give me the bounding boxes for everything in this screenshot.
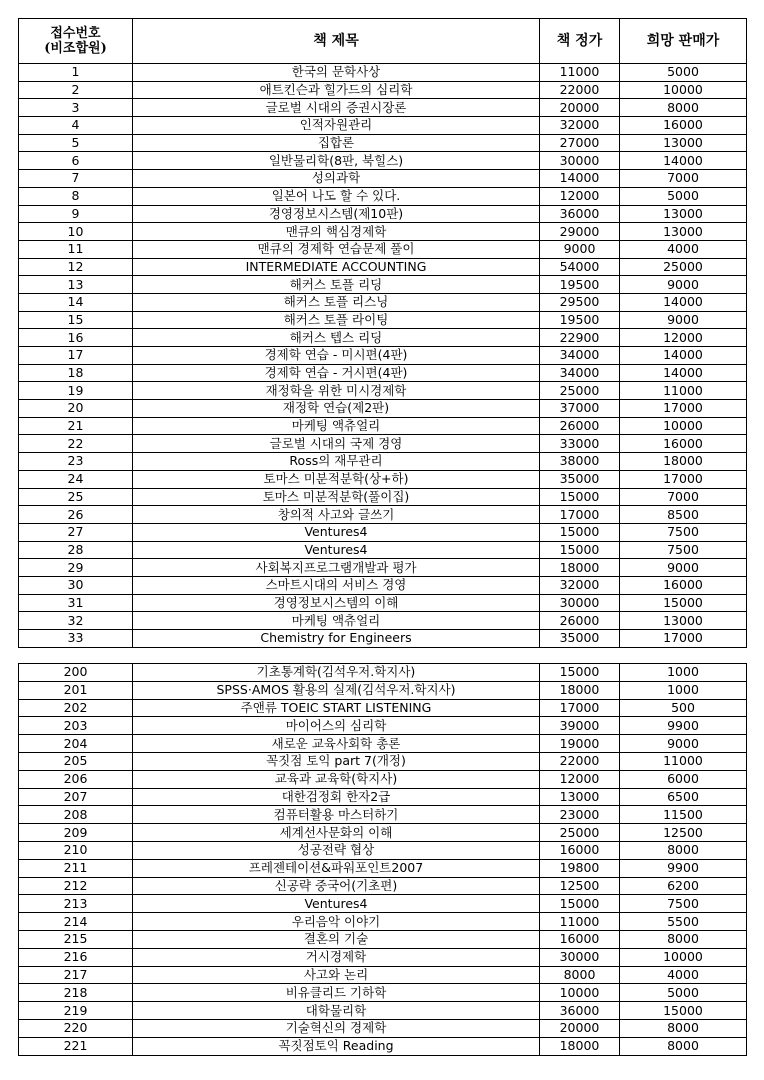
table2-body (19, 664, 747, 1056)
desired-price-cell: 14000 (620, 364, 747, 382)
table-row (19, 559, 747, 577)
table-row (19, 824, 747, 842)
table-row (19, 1002, 747, 1020)
list-price-cell: 29500 (540, 293, 620, 311)
list-price-cell: 19800 (540, 859, 620, 877)
list-price-cell: 18000 (540, 559, 620, 577)
header-book-title: 책 제목 (133, 19, 540, 64)
list-price-cell: 12000 (540, 187, 620, 205)
receipt-number-cell: 25 (19, 488, 133, 506)
list-price-cell: 18000 (540, 681, 620, 699)
list-price-cell: 37000 (540, 400, 620, 418)
desired-price-cell: 1000 (620, 681, 747, 699)
list-price-cell: 30000 (540, 594, 620, 612)
receipt-number-cell: 16 (19, 329, 133, 347)
desired-price-cell: 12000 (620, 329, 747, 347)
table-row (19, 681, 747, 699)
desired-price-cell: 8000 (620, 99, 747, 117)
table1-body (19, 64, 747, 648)
desired-price-cell: 14000 (620, 293, 747, 311)
book-title-cell: 마케팅 액츄얼리 (133, 612, 540, 630)
list-price-cell: 19500 (540, 311, 620, 329)
receipt-number-cell: 214 (19, 913, 133, 931)
header-number-line1: 접수번호 (50, 26, 101, 41)
table-row (19, 506, 747, 524)
table-row (19, 612, 747, 630)
list-price-cell: 13000 (540, 788, 620, 806)
table-row (19, 752, 747, 770)
book-table-members (18, 18, 747, 648)
receipt-number-cell: 215 (19, 930, 133, 948)
book-title-cell: 창의적 사고와 글쓰기 (133, 506, 540, 524)
desired-price-cell: 16000 (620, 435, 747, 453)
list-price-cell: 35000 (540, 470, 620, 488)
book-title-cell: 재정학을 위한 미시경제학 (133, 382, 540, 400)
receipt-number-cell: 21 (19, 417, 133, 435)
book-title-cell: 신공략 중국어(기초편) (133, 877, 540, 895)
table-row (19, 913, 747, 931)
table-row (19, 576, 747, 594)
list-price-cell: 29000 (540, 223, 620, 241)
desired-price-cell: 7500 (620, 895, 747, 913)
desired-price-cell: 7500 (620, 541, 747, 559)
table-row (19, 170, 747, 188)
desired-price-cell: 5000 (620, 187, 747, 205)
receipt-number-cell: 18 (19, 364, 133, 382)
list-price-cell: 19500 (540, 276, 620, 294)
table-row (19, 717, 747, 735)
list-price-cell: 14000 (540, 170, 620, 188)
desired-price-cell: 15000 (620, 1002, 747, 1020)
list-price-cell: 27000 (540, 134, 620, 152)
list-price-cell: 22000 (540, 752, 620, 770)
table-row (19, 1019, 747, 1037)
desired-price-cell: 9900 (620, 859, 747, 877)
table-row (19, 806, 747, 824)
desired-price-cell: 17000 (620, 630, 747, 648)
receipt-number-cell: 9 (19, 205, 133, 223)
desired-price-cell: 15000 (620, 594, 747, 612)
table-row (19, 541, 747, 559)
table-row (19, 81, 747, 99)
receipt-number-cell: 1 (19, 64, 133, 82)
list-price-cell: 20000 (540, 1019, 620, 1037)
list-price-cell: 15000 (540, 895, 620, 913)
book-title-cell: 교육과 교육학(학지사) (133, 770, 540, 788)
desired-price-cell: 16000 (620, 576, 747, 594)
table-row (19, 699, 747, 717)
desired-price-cell: 11500 (620, 806, 747, 824)
list-price-cell: 10000 (540, 984, 620, 1002)
book-title-cell: 재정학 연습(제2판) (133, 400, 540, 418)
table-row (19, 984, 747, 1002)
receipt-number-cell: 24 (19, 470, 133, 488)
desired-price-cell: 500 (620, 699, 747, 717)
table-row (19, 966, 747, 984)
desired-price-cell: 7000 (620, 170, 747, 188)
receipt-number-cell: 29 (19, 559, 133, 577)
receipt-number-cell: 17 (19, 347, 133, 365)
book-title-cell: 글로벌 시대의 증권시장론 (133, 99, 540, 117)
table-row (19, 347, 747, 365)
table-row (19, 453, 747, 471)
book-title-cell: 해커스 토플 리딩 (133, 276, 540, 294)
desired-price-cell: 8000 (620, 1037, 747, 1055)
book-title-cell: 글로벌 시대의 국제 경영 (133, 435, 540, 453)
table-row (19, 630, 747, 648)
receipt-number-cell: 31 (19, 594, 133, 612)
book-title-cell: 프레젠테이션&파워포인트2007 (133, 859, 540, 877)
book-title-cell: 맨큐의 경제학 연습문제 풀이 (133, 240, 540, 258)
receipt-number-cell: 7 (19, 170, 133, 188)
desired-price-cell: 4000 (620, 240, 747, 258)
list-price-cell: 23000 (540, 806, 620, 824)
table-row (19, 187, 747, 205)
table-row (19, 470, 747, 488)
list-price-cell: 16000 (540, 841, 620, 859)
list-price-cell: 30000 (540, 152, 620, 170)
receipt-number-cell: 28 (19, 541, 133, 559)
desired-price-cell: 25000 (620, 258, 747, 276)
list-price-cell: 11000 (540, 64, 620, 82)
table-row (19, 435, 747, 453)
list-price-cell: 12500 (540, 877, 620, 895)
desired-price-cell: 11000 (620, 752, 747, 770)
table-row (19, 293, 747, 311)
list-price-cell: 36000 (540, 205, 620, 223)
receipt-number-cell: 3 (19, 99, 133, 117)
list-price-cell: 39000 (540, 717, 620, 735)
list-price-cell: 15000 (540, 523, 620, 541)
list-price-cell: 19000 (540, 735, 620, 753)
list-price-cell: 22900 (540, 329, 620, 347)
book-title-cell: 인적자원관리 (133, 117, 540, 135)
desired-price-cell: 8000 (620, 930, 747, 948)
table-row (19, 400, 747, 418)
desired-price-cell: 10000 (620, 417, 747, 435)
table-header-row (19, 19, 747, 64)
book-title-cell: 사회복지프로그램개발과 평가 (133, 559, 540, 577)
receipt-number-cell: 22 (19, 435, 133, 453)
book-title-cell: 해커스 텝스 리딩 (133, 329, 540, 347)
list-price-cell: 32000 (540, 576, 620, 594)
desired-price-cell: 9000 (620, 311, 747, 329)
list-price-cell: 35000 (540, 630, 620, 648)
desired-price-cell: 9000 (620, 276, 747, 294)
receipt-number-cell: 14 (19, 293, 133, 311)
table-row (19, 859, 747, 877)
book-title-cell: 주앤류 TOEIC START LISTENING (133, 699, 540, 717)
header-list-price: 책 정가 (540, 19, 620, 64)
receipt-number-cell: 220 (19, 1019, 133, 1037)
receipt-number-cell: 2 (19, 81, 133, 99)
list-price-cell: 15000 (540, 488, 620, 506)
receipt-number-cell: 33 (19, 630, 133, 648)
book-title-cell: 경영정보시스템(제10판) (133, 205, 540, 223)
book-title-cell: 기초통계학(김석우저.학지사) (133, 664, 540, 682)
book-title-cell: 마이어스의 심리학 (133, 717, 540, 735)
table-row (19, 364, 747, 382)
book-title-cell: Ross의 재무관리 (133, 453, 540, 471)
book-title-cell: 우리음악 이야기 (133, 913, 540, 931)
book-title-cell: 집합론 (133, 134, 540, 152)
desired-price-cell: 6500 (620, 788, 747, 806)
list-price-cell: 38000 (540, 453, 620, 471)
table-row (19, 664, 747, 682)
header-number-line2: (비조합원) (44, 41, 107, 56)
list-price-cell: 17000 (540, 506, 620, 524)
book-title-cell: 새로운 교육사회학 총론 (133, 735, 540, 753)
receipt-number-cell: 20 (19, 400, 133, 418)
book-title-cell: 대학물리학 (133, 1002, 540, 1020)
desired-price-cell: 13000 (620, 134, 747, 152)
desired-price-cell: 13000 (620, 223, 747, 241)
table-row (19, 382, 747, 400)
desired-price-cell: 13000 (620, 205, 747, 223)
list-price-cell: 12000 (540, 770, 620, 788)
desired-price-cell: 5000 (620, 984, 747, 1002)
receipt-number-cell: 209 (19, 824, 133, 842)
receipt-number-cell: 12 (19, 258, 133, 276)
table-row (19, 488, 747, 506)
desired-price-cell: 7000 (620, 488, 747, 506)
table-row (19, 770, 747, 788)
list-price-cell: 11000 (540, 913, 620, 931)
desired-price-cell: 17000 (620, 400, 747, 418)
table-row (19, 152, 747, 170)
book-title-cell: Ventures4 (133, 895, 540, 913)
book-title-cell: Ventures4 (133, 523, 540, 541)
header-desired-price: 희망 판매가 (620, 19, 747, 64)
receipt-number-cell: 202 (19, 699, 133, 717)
receipt-number-cell: 200 (19, 664, 133, 682)
receipt-number-cell: 8 (19, 187, 133, 205)
receipt-number-cell: 10 (19, 223, 133, 241)
book-title-cell: 컴퓨터활용 마스터하기 (133, 806, 540, 824)
list-price-cell: 26000 (540, 612, 620, 630)
receipt-number-cell: 23 (19, 453, 133, 471)
list-price-cell: 34000 (540, 347, 620, 365)
book-title-cell: 결혼의 기술 (133, 930, 540, 948)
table-row (19, 930, 747, 948)
desired-price-cell: 17000 (620, 470, 747, 488)
list-price-cell: 32000 (540, 117, 620, 135)
receipt-number-cell: 201 (19, 681, 133, 699)
list-price-cell: 18000 (540, 1037, 620, 1055)
desired-price-cell: 1000 (620, 664, 747, 682)
book-title-cell: INTERMEDIATE ACCOUNTING (133, 258, 540, 276)
receipt-number-cell: 6 (19, 152, 133, 170)
book-title-cell: 성공전략 협상 (133, 841, 540, 859)
receipt-number-cell: 208 (19, 806, 133, 824)
book-title-cell: Ventures4 (133, 541, 540, 559)
receipt-number-cell: 206 (19, 770, 133, 788)
table-row (19, 99, 747, 117)
table-row (19, 276, 747, 294)
book-title-cell: 한국의 문학사상 (133, 64, 540, 82)
book-title-cell: 기술혁신의 경제학 (133, 1019, 540, 1037)
receipt-number-cell: 207 (19, 788, 133, 806)
receipt-number-cell: 32 (19, 612, 133, 630)
list-price-cell: 9000 (540, 240, 620, 258)
receipt-number-cell: 5 (19, 134, 133, 152)
list-price-cell: 25000 (540, 382, 620, 400)
desired-price-cell: 9000 (620, 559, 747, 577)
book-title-cell: 대한검정회 한자2급 (133, 788, 540, 806)
receipt-number-cell: 210 (19, 841, 133, 859)
book-title-cell: 꼭짓점 토익 part 7(개정) (133, 752, 540, 770)
desired-price-cell: 14000 (620, 152, 747, 170)
receipt-number-cell: 212 (19, 877, 133, 895)
book-title-cell: 성의과학 (133, 170, 540, 188)
desired-price-cell: 5000 (620, 64, 747, 82)
desired-price-cell: 7500 (620, 523, 747, 541)
book-title-cell: 해커스 토플 라이팅 (133, 311, 540, 329)
table-row (19, 735, 747, 753)
desired-price-cell: 14000 (620, 347, 747, 365)
desired-price-cell: 9000 (620, 735, 747, 753)
book-table-nonmembers (18, 663, 747, 1056)
receipt-number-cell: 19 (19, 382, 133, 400)
receipt-number-cell: 26 (19, 506, 133, 524)
table-row (19, 134, 747, 152)
list-price-cell: 17000 (540, 699, 620, 717)
book-title-cell: 거시경제학 (133, 948, 540, 966)
list-price-cell: 20000 (540, 99, 620, 117)
table-row (19, 788, 747, 806)
receipt-number-cell: 221 (19, 1037, 133, 1055)
book-title-cell: 해커스 토플 리스닝 (133, 293, 540, 311)
book-title-cell: 토마스 미분적분학(상+하) (133, 470, 540, 488)
book-title-cell: 토마스 미분적분학(풀이집) (133, 488, 540, 506)
desired-price-cell: 8500 (620, 506, 747, 524)
table-row (19, 948, 747, 966)
table-row (19, 523, 747, 541)
receipt-number-cell: 15 (19, 311, 133, 329)
desired-price-cell: 18000 (620, 453, 747, 471)
table-row (19, 877, 747, 895)
table-row (19, 223, 747, 241)
receipt-number-cell: 205 (19, 752, 133, 770)
book-title-cell: 경제학 연습 - 거시편(4판) (133, 364, 540, 382)
header-receipt-number (19, 19, 133, 64)
receipt-number-cell: 30 (19, 576, 133, 594)
table-row (19, 1037, 747, 1055)
desired-price-cell: 13000 (620, 612, 747, 630)
list-price-cell: 36000 (540, 1002, 620, 1020)
list-price-cell: 54000 (540, 258, 620, 276)
list-price-cell: 26000 (540, 417, 620, 435)
list-price-cell: 22000 (540, 81, 620, 99)
receipt-number-cell: 213 (19, 895, 133, 913)
table-row (19, 311, 747, 329)
list-price-cell: 15000 (540, 541, 620, 559)
list-price-cell: 16000 (540, 930, 620, 948)
table-row (19, 205, 747, 223)
table-row (19, 258, 747, 276)
book-title-cell: SPSS·AMOS 활용의 실제(김석우저.학지사) (133, 681, 540, 699)
table-row (19, 417, 747, 435)
desired-price-cell: 4000 (620, 966, 747, 984)
desired-price-cell: 12500 (620, 824, 747, 842)
book-title-cell: Chemistry for Engineers (133, 630, 540, 648)
receipt-number-cell: 219 (19, 1002, 133, 1020)
table-row (19, 240, 747, 258)
book-title-cell: 경제학 연습 - 미시편(4판) (133, 347, 540, 365)
desired-price-cell: 8000 (620, 841, 747, 859)
desired-price-cell: 5500 (620, 913, 747, 931)
list-price-cell: 15000 (540, 664, 620, 682)
list-price-cell: 25000 (540, 824, 620, 842)
receipt-number-cell: 216 (19, 948, 133, 966)
table-row (19, 329, 747, 347)
book-title-cell: 스마트시대의 서비스 경영 (133, 576, 540, 594)
list-price-cell: 33000 (540, 435, 620, 453)
book-title-cell: 일반물리학(8판, 북힐스) (133, 152, 540, 170)
receipt-number-cell: 218 (19, 984, 133, 1002)
receipt-number-cell: 4 (19, 117, 133, 135)
book-title-cell: 꼭짓점토익 Reading (133, 1037, 540, 1055)
desired-price-cell: 6000 (620, 770, 747, 788)
desired-price-cell: 16000 (620, 117, 747, 135)
table-row (19, 117, 747, 135)
desired-price-cell: 10000 (620, 81, 747, 99)
receipt-number-cell: 211 (19, 859, 133, 877)
desired-price-cell: 10000 (620, 948, 747, 966)
desired-price-cell: 9900 (620, 717, 747, 735)
desired-price-cell: 6200 (620, 877, 747, 895)
receipt-number-cell: 27 (19, 523, 133, 541)
book-title-cell: 경영정보시스템의 이해 (133, 594, 540, 612)
receipt-number-cell: 204 (19, 735, 133, 753)
book-title-cell: 세계선사문화의 이해 (133, 824, 540, 842)
receipt-number-cell: 11 (19, 240, 133, 258)
receipt-number-cell: 203 (19, 717, 133, 735)
table-row (19, 64, 747, 82)
book-title-cell: 애트킨슨과 힐가드의 심리학 (133, 81, 540, 99)
book-title-cell: 비유클리드 기하학 (133, 984, 540, 1002)
receipt-number-cell: 217 (19, 966, 133, 984)
table-row (19, 841, 747, 859)
book-title-cell: 마케팅 액츄얼리 (133, 417, 540, 435)
book-title-cell: 맨큐의 핵심경제학 (133, 223, 540, 241)
list-price-cell: 8000 (540, 966, 620, 984)
book-title-cell: 사고와 논리 (133, 966, 540, 984)
receipt-number-cell: 13 (19, 276, 133, 294)
table-row (19, 594, 747, 612)
list-price-cell: 30000 (540, 948, 620, 966)
desired-price-cell: 8000 (620, 1019, 747, 1037)
desired-price-cell: 11000 (620, 382, 747, 400)
book-title-cell: 일본어 나도 할 수 있다. (133, 187, 540, 205)
table-row (19, 895, 747, 913)
list-price-cell: 34000 (540, 364, 620, 382)
